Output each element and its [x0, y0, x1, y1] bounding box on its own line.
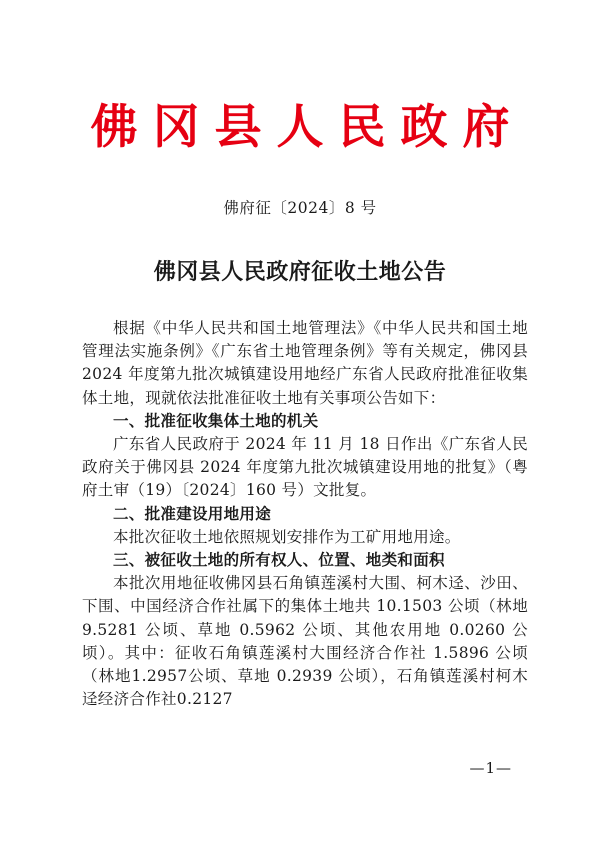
document-number: 佛府征〔2024〕8 号: [223, 199, 377, 217]
intro-paragraph: 根据《中华人民共和国土地管理法》《中华人民共和国土地管理法实施条例》《广东省土地管理条例》等有关规定，佛冈县2024 年度第九批次城镇建设用地经广东省人民政府批准征收集体土地，现就依法批准征收土地有关事项公告如下：: [82, 319, 528, 407]
section-1-paragraph: 广东省人民政府于 2024 年 11 月 18 日作出《广东省人民政府关于佛冈县 2024 年度第九批次城镇建设用地的批复》（粤府土审（19）〔2024〕160 号）文批复。: [82, 435, 528, 500]
document-body: [82, 317, 528, 711]
section-2-paragraph: 本批次征收土地依照规划安排作为工矿用地用途。: [113, 527, 461, 546]
section-1-heading: 一、批准征收集体土地的机关: [113, 411, 319, 430]
section-3-paragraph: 本批次用地征收佛冈县石角镇莲溪村大围、柯木迳、沙田、下围、中国经济合作社属下的集体土地共 10.1503 公顷（林地9.5281 公顷、草地 0.5962 公顷、其他农用地 0.0260 公顷）。其中：征收石角镇莲溪村大围经济合作社 1.5896 公顷（林地1.2957公顷、草地 0.2939 公顷），石角镇莲溪村柯木迳经济合作社0.2127: [82, 574, 528, 709]
document-title: 佛冈县人民政府征收土地公告: [153, 259, 447, 285]
section-2-heading: 二、批准建设用地用途: [113, 504, 272, 523]
masthead-title: 佛冈县人民政府: [90, 100, 525, 155]
page-number: —1—: [469, 759, 512, 777]
section-3-heading: 三、被征收土地的所有权人、位置、地类和面积: [113, 551, 445, 570]
